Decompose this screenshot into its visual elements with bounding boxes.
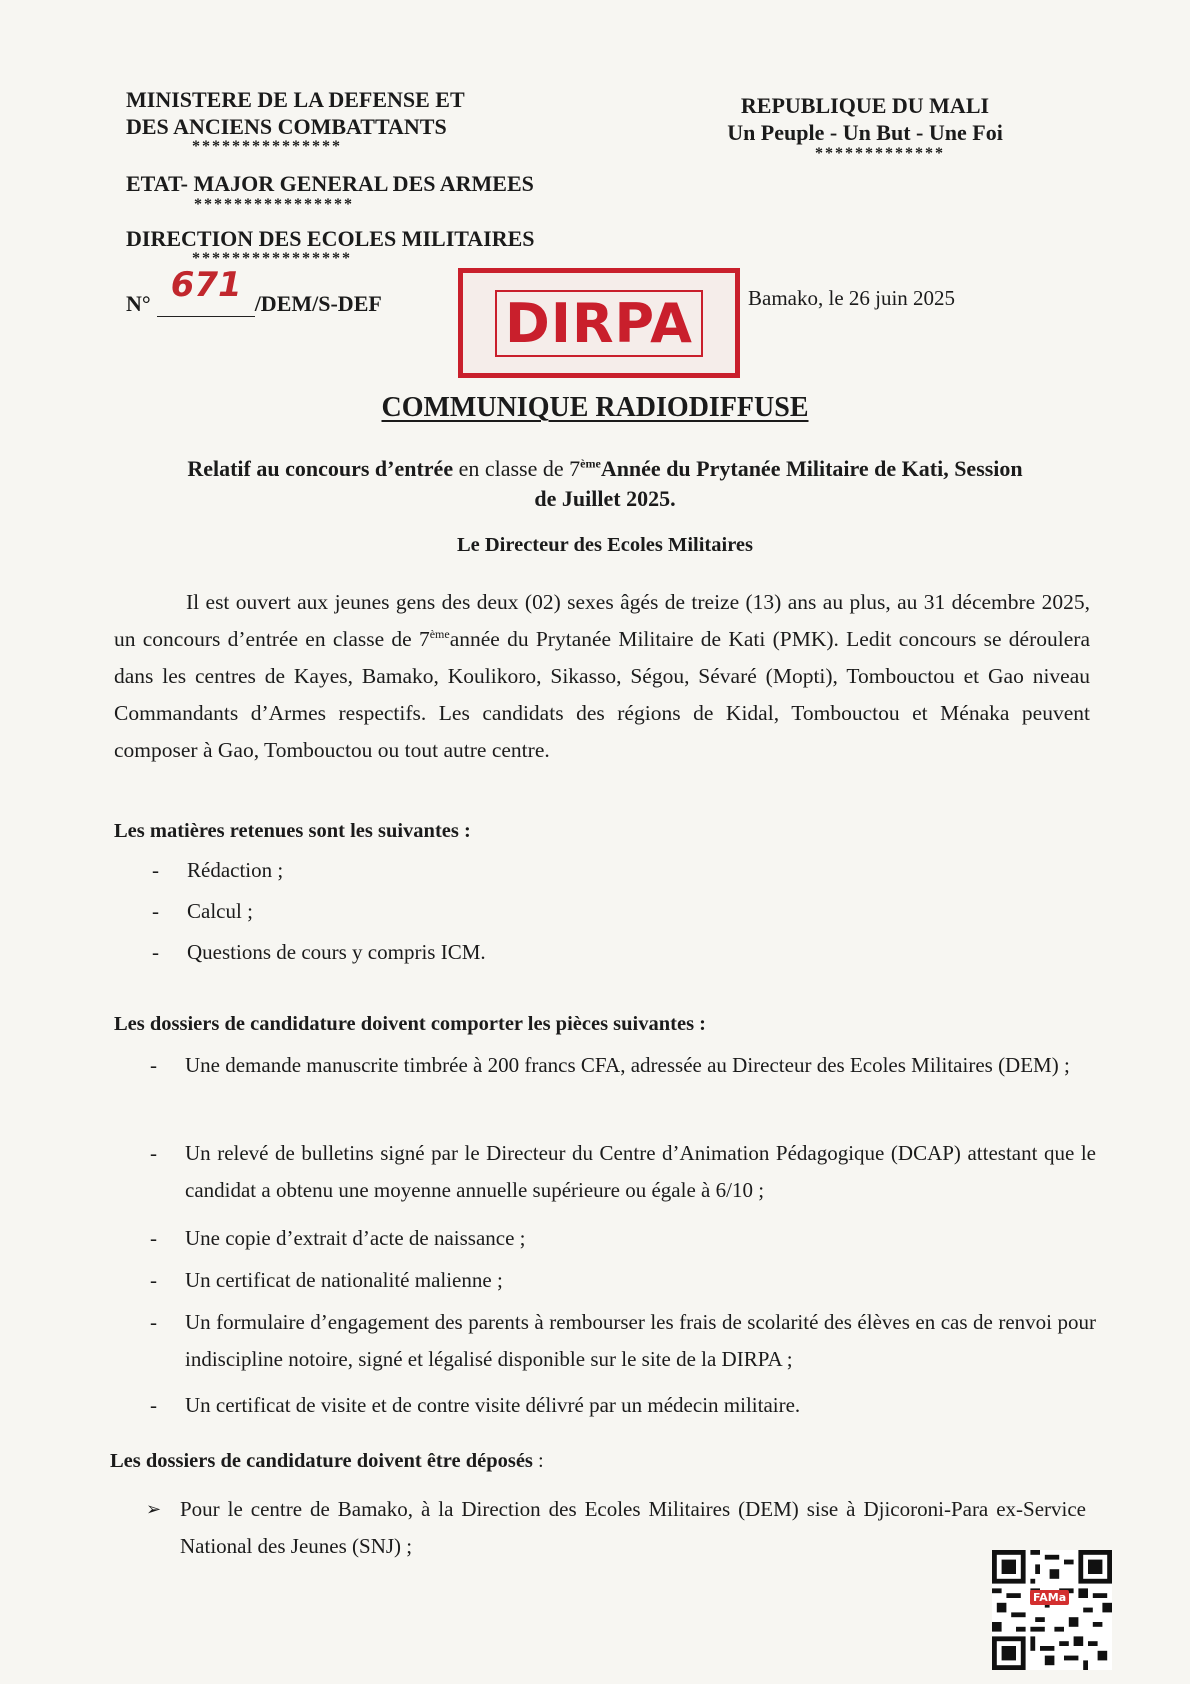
list-item-text: Un relevé de bulletins signé par le Directeur du Centre d’Animation Pédagogique (DCAP) attestant que le candidat a obtenu une moyenne annuelle supérieure ou égale à 6/10 ; [185, 1141, 1096, 1202]
list-item [150, 1304, 1096, 1384]
bullet-dash: - [152, 940, 159, 964]
deposit-heading-colon: : [532, 1450, 544, 1472]
list-item [152, 934, 1052, 971]
subjects-heading: Les matières retenues sont les suivantes : [114, 820, 471, 842]
list-item-text: Une copie d’extrait d’acte de naissance ; [185, 1226, 526, 1250]
ministry-line-1: MINISTERE DE LA DEFENSE ET [126, 87, 465, 112]
list-item-text: Rédaction ; [187, 858, 284, 882]
list-item-text: Une demande manuscrite timbrée à 200 francs CFA, adressée au Directeur des Ecoles Militaires (DEM) ; [185, 1053, 1070, 1077]
bullet-dash: - [150, 1310, 157, 1334]
republic-name: REPUBLIQUE DU MALI [740, 93, 990, 118]
national-motto: Un Peuple - Un But - Une Foi [727, 120, 1003, 145]
stars-divider: **************** [194, 196, 354, 213]
ministry-line-2: DES ANCIENS COMBATTANTS [126, 114, 447, 139]
stamp-text: DIRPA [495, 290, 703, 357]
dirpa-stamp [458, 268, 740, 378]
ref-suffix: /DEM/S-DEF [254, 291, 382, 316]
list-item-text: Pour le centre de Bamako, à la Direction des Ecoles Militaires (DEM) sise à Djicoroni-Para ex-Service National des Jeunes (SNJ) ; [180, 1497, 1086, 1558]
republic-header [700, 92, 1030, 146]
staff-name: ETAT- MAJOR GENERAL DES ARMEES [126, 171, 534, 196]
intro-sup: ème [429, 626, 450, 641]
ref-prefix: N° [126, 291, 151, 316]
signatory-line: Le Directeur des Ecoles Militaires [456, 534, 754, 556]
subtitle-part-3: Année du Prytanée Militaire de Kati, Session [600, 456, 1023, 481]
list-item [150, 1262, 1096, 1299]
direction-name: DIRECTION DES ECOLES MILITAIRES [126, 226, 535, 251]
list-item [146, 1491, 1086, 1571]
bullet-dash: - [152, 858, 159, 882]
intro-part-a: Il est ouvert aux jeunes gens des deux (02) sexes âgés de treize (13) ans au plus, au 31 décembre 2025, un concours d’entrée en classe de 7 [114, 590, 1090, 651]
documents-heading: Les dossiers de candidature doivent comporter les pièces suivantes : [114, 1013, 707, 1035]
bullet-dash: - [152, 899, 159, 923]
bullet-dash: - [150, 1226, 157, 1250]
list-item-text: Un formulaire d’engagement des parents à rembourser les frais de scolarité des élèves en cas de renvoi pour indiscipline notoire, signé et légalisé disponible sur le site de la DIRPA ; [185, 1310, 1096, 1371]
intro-part-b: année du Prytanée Militaire de Kati (PMK). Ledit concours se déroulera dans les centres de Kayes, Bamako, Koulikoro, Sikasso, Ségou, Sévaré (Mopti), Tombouctou et Gao niveau Commandants d’Armes respectifs. Les candidats des régions de Kidal, Tombouctou et Ménaka peuvent composer à Gao, Tombouctou ou tout autre centre. [114, 627, 1090, 762]
reference-number [126, 265, 382, 317]
deposit-heading [110, 1450, 544, 1473]
list-item-text: Calcul ; [187, 899, 253, 923]
bullet-dash: - [150, 1141, 157, 1165]
subtitle [110, 454, 1100, 514]
handwritten-ref-number: 671 [170, 265, 242, 305]
ministry-name [126, 86, 465, 140]
list-item-text: Un certificat de nationalité malienne ; [185, 1268, 503, 1292]
bullet-dash: - [150, 1268, 157, 1292]
stars-divider: ************* [815, 145, 945, 162]
ref-number-blank [157, 265, 255, 317]
bullet-dash: - [150, 1393, 157, 1417]
stars-divider: **************** [192, 250, 352, 267]
arrow-bullet-icon: ➢ [146, 1499, 162, 1519]
list-item [152, 852, 1052, 889]
list-item-text: Un certificat de visite et de contre visite délivré par un médecin militaire. [185, 1393, 801, 1417]
list-item [150, 1220, 1096, 1257]
subtitle-sup: ème [580, 456, 601, 471]
bullet-dash: - [150, 1053, 157, 1077]
page-title: COMMUNIQUE RADIODIFFUSE [381, 392, 809, 423]
place-date: Bamako, le 26 juin 2025 [748, 286, 956, 310]
subtitle-part-2: en classe de 7 [453, 456, 581, 481]
list-item-text: Questions de cours y compris ICM. [187, 940, 486, 964]
subtitle-part-1: Relatif au concours d’entrée [187, 456, 454, 481]
deposit-heading-text: Les dossiers de candidature doivent être déposés [110, 1450, 533, 1472]
intro-paragraph [114, 584, 1090, 769]
list-item [150, 1047, 1096, 1127]
qr-code-icon [992, 1550, 1112, 1670]
subtitle-line-2: de Juillet 2025. [534, 486, 676, 511]
qr-code [992, 1550, 1112, 1670]
list-item [150, 1135, 1096, 1215]
stars-divider: *************** [192, 138, 342, 155]
list-item [150, 1387, 1096, 1424]
list-item [152, 893, 1052, 930]
fama-badge: FAMa [1030, 1590, 1069, 1605]
